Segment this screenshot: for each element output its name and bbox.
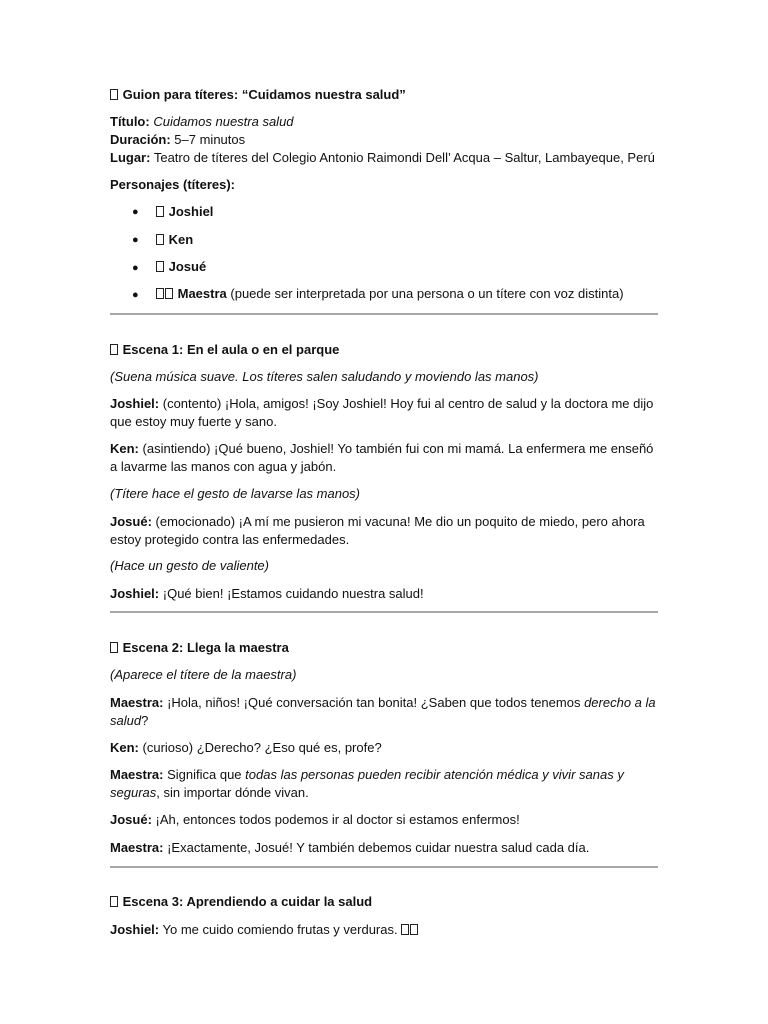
speaker-name: Maestra: [110,695,164,710]
scene-emoji-icon [110,642,118,653]
speaker-name: Josué: [110,514,152,529]
document-heading [110,86,658,104]
character-name: Josué [168,259,207,274]
place-line [110,149,658,167]
scene-1-heading-text: Escena 1: En el aula o en el parque [122,342,340,357]
title-line [110,113,658,131]
heading-text: Guion para títeres: “Cuidamos nuestra salud” [122,87,406,102]
dialogue-text: ¡Exactamente, Josué! Y también debemos cuidar nuestra salud cada día. [167,840,590,855]
dialogue-text: (contento) ¡Hola, amigos! ¡Soy Joshiel! Hoy fui al centro de salud y la doctora me dijo que estoy muy fuerte y sano. [110,396,654,429]
stage-direction-text: (Aparece el títere de la maestra) [110,667,297,682]
duration-value: 5–7 minutos [174,132,246,147]
speaker-name: Josué: [110,812,152,827]
dialogue-line [110,921,658,939]
teacher-emoji-icon [165,288,173,299]
dialogue-line [110,694,658,729]
stage-direction [110,557,658,575]
speaker-name: Maestra: [110,767,164,782]
character-item-maestra [156,285,624,303]
duration-line [110,131,658,149]
characters-heading-text: Personajes (títeres): [110,177,235,192]
characters-heading [110,176,658,194]
speaker-name: Ken: [110,441,139,456]
teacher-emoji-icon [156,288,164,299]
dialogue-text: ¡Ah, entonces todos podemos ir al doctor si estamos enfermos! [155,812,520,827]
fruit-emoji-icon [401,924,409,935]
scene-emoji-icon [110,344,118,355]
boy-emoji-icon [156,234,164,245]
dialogue-line [110,513,658,548]
scene-2-heading-text: Escena 2: Llega la maestra [122,640,289,655]
dialogue-emphasis: derecho a la salud [110,695,656,728]
scene-emoji-icon [110,896,118,907]
stage-direction [110,485,658,503]
dialogue-line [110,839,658,857]
scene-1-heading [110,341,658,359]
scene-3-heading [110,893,658,911]
stage-direction [110,666,658,684]
speaker-name: Joshiel: [110,922,160,937]
dialogue-text: (asintiendo) ¡Qué bueno, Joshiel! Yo también fui con mi mamá. La enfermera me enseñó a lavarme las manos con agua y jabón. [110,441,654,474]
boy-emoji-icon [156,206,164,217]
character-item-ken [156,231,193,249]
character-name: Ken [168,232,194,247]
stage-direction [110,368,658,386]
character-item-josue [156,258,206,276]
place-label: Lugar: [110,150,151,165]
puppet-emoji-icon [110,89,118,100]
speaker-name: Joshiel: [110,396,160,411]
dialogue-text: Significa que [167,767,242,782]
character-item-joshiel [156,203,213,221]
section-divider [110,313,658,315]
character-name: Maestra [177,286,227,301]
duration-label: Duración: [110,132,171,147]
boy-emoji-icon [156,261,164,272]
dialogue-text-end: , sin importar dónde vivan. [156,784,309,800]
scene-2-heading [110,639,658,657]
dialogue-line [110,811,658,829]
dialogue-line [110,440,658,475]
section-divider [110,866,658,868]
dialogue-text: ¡Hola, niños! ¡Qué conversación tan bonita! ¿Saben que todos tenemos [167,695,581,710]
bullet-icon: ● [132,234,139,246]
dialogue-text-end: ? [141,712,149,728]
dialogue-line [110,395,658,430]
scene-3-heading-text: Escena 3: Aprendiendo a cuidar la salud [122,894,373,909]
dialogue-text: ¡Qué bien! ¡Estamos cuidando nuestra salud! [162,586,424,601]
character-name: Joshiel [168,204,214,219]
section-divider [110,611,658,613]
title-value: Cuidamos nuestra salud [153,114,294,129]
dialogue-line [110,766,658,801]
place-value: Teatro de títeres del Colegio Antonio Raimondi Dell’ Acqua – Saltur, Lambayeque, Perú [153,150,655,165]
speaker-name: Maestra: [110,840,164,855]
speaker-name: Joshiel: [110,586,160,601]
vegetable-emoji-icon [410,924,418,935]
character-note: (puede ser interpretada por una persona o un títere con voz distinta) [230,286,624,301]
stage-direction-text: (Títere hace el gesto de lavarse las manos) [110,486,361,501]
dialogue-line [110,585,658,603]
bullet-icon: ● [132,289,139,301]
speaker-name: Ken: [110,740,139,755]
dialogue-text: Yo me cuido comiendo frutas y verduras. [162,922,398,937]
dialogue-line [110,739,658,757]
bullet-icon: ● [132,206,139,218]
stage-direction-text: (Suena música suave. Los títeres salen saludando y moviendo las manos) [110,369,539,384]
stage-direction-text: (Hace un gesto de valiente) [110,558,269,573]
title-label: Título: [110,114,150,129]
dialogue-emphasis: todas las personas pueden recibir atención médica y vivir sanas y seguras [110,767,624,800]
dialogue-text: (curioso) ¿Derecho? ¿Eso qué es, profe? [142,740,382,755]
dialogue-text: (emocionado) ¡A mí me pusieron mi vacuna! Me dio un poquito de miedo, pero ahora estoy protegido contra las enfermedades. [110,514,645,547]
bullet-icon: ● [132,262,139,274]
